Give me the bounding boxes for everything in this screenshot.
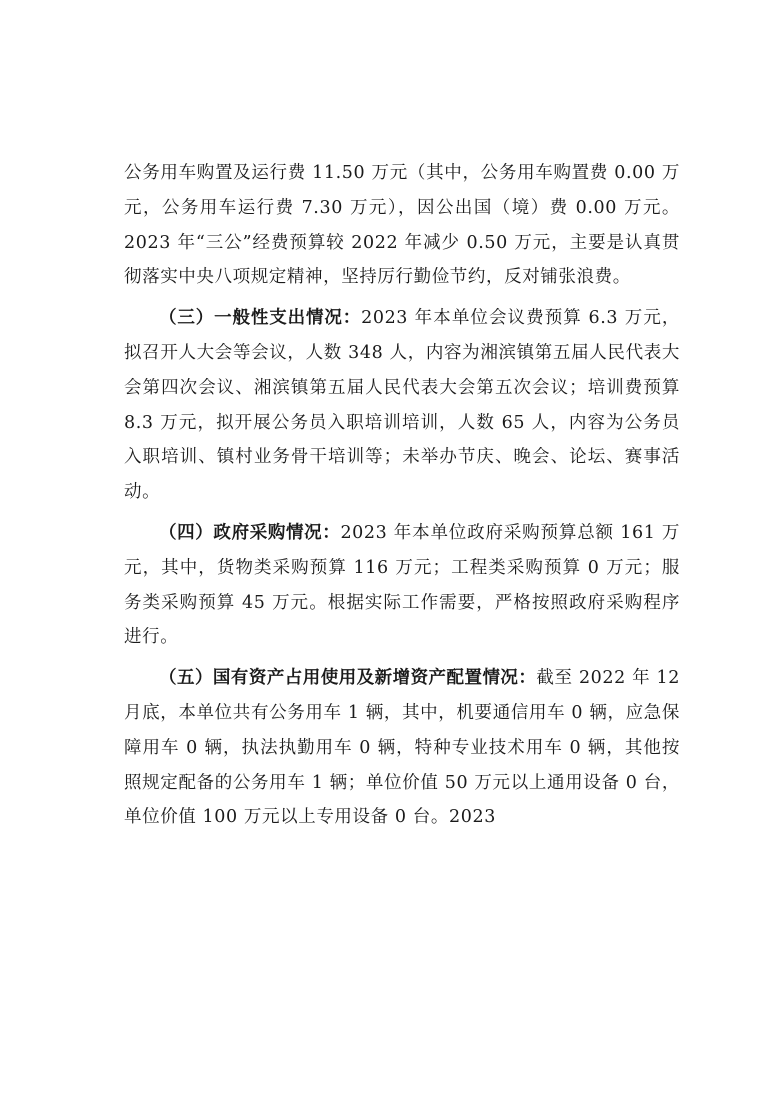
paragraph-general-expenditure <box>124 301 680 510</box>
section-heading-government-procurement: （四）政府采购情况： <box>159 522 341 543</box>
paragraph-text: 公务用车购置及运行费 11.50 万元（其中，公务用车购置费 0.00 万元，公务用车运行费 7.30 万元），因公出国（境）费 0.00 万元。2023 年“三公”经费预算较 2022 年减少 0.50 万元，主要是认真贯彻落实中央八项规定精神，坚持厉行勤俭节约，反对铺张浪费。 <box>124 163 680 288</box>
paragraph-text: 截至 2022 年 12 月底，本单位共有公务用车 1 辆，其中，机要通信用车 0 辆，应急保障用车 0 辆，执法执勤用车 0 辆，特种专业技术用车 0 辆，其他按照规定配备的公务用车 1 辆；单位价值 50 万元以上通用设备 0 台，单位价值 100 万元以上专用设备 0 台。2023 <box>124 668 680 828</box>
section-heading-general-expenditure: （三）一般性支出情况： <box>159 308 362 329</box>
section-heading-state-assets: （五）国有资产占用使用及新增资产配置情况： <box>159 668 537 689</box>
paragraph-government-procurement <box>124 516 680 655</box>
paragraph-text: 2023 年本单位政府采购预算总额 161 万元，其中，货物类采购预算 116 万元；工程类采购预算 0 万元；服务类采购预算 45 万元。根据实际工作需要，严格按照政府采购程序进行。 <box>124 522 681 648</box>
paragraph-three-public-funds <box>124 156 680 295</box>
document-body <box>124 156 680 835</box>
paragraph-state-assets <box>124 661 680 835</box>
paragraph-text: 2023 年本单位会议费预算 6.3 万元，拟召开人大会等会议，人数 348 人，内容为湘滨镇第五届人民代表大会第四次会议、湘滨镇第五届人民代表大会第五次会议；培训费预算 8.3 万元，拟开展公务员入职培训培训，人数 65 人，内容为公务员入职培训、镇村业务骨干培训等；未举办节庆、晚会、论坛、赛事活动。 <box>124 308 680 503</box>
